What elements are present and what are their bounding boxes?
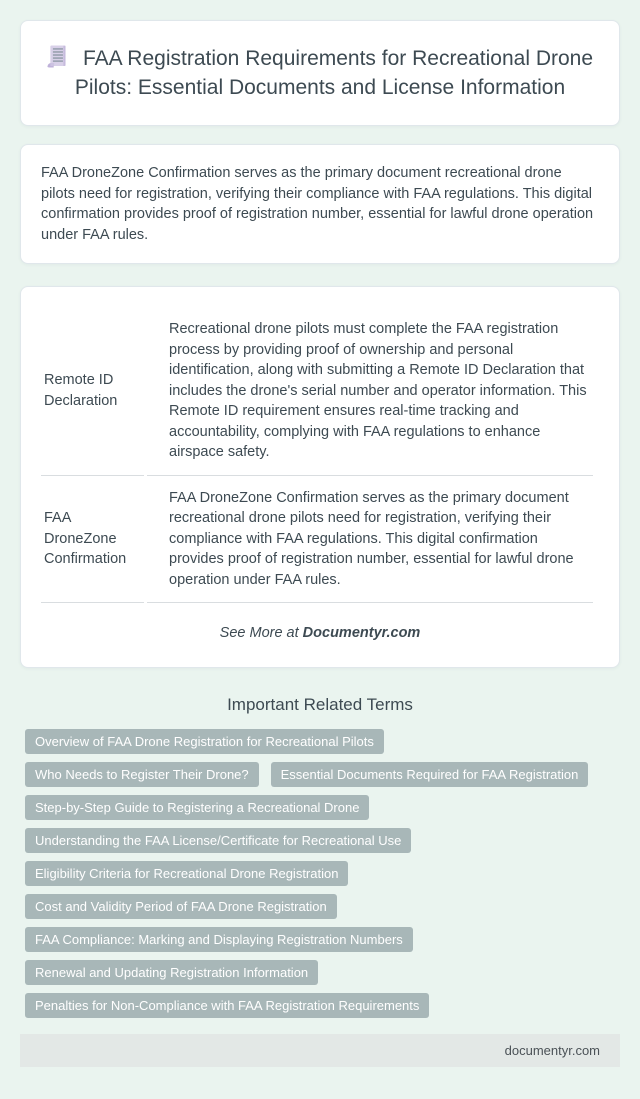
related-term-tag[interactable]: Essential Documents Required for FAA Registration (271, 762, 589, 787)
receipt-icon (47, 45, 68, 68)
related-terms-list (0, 729, 640, 1018)
see-more-prefix: See More at (219, 625, 303, 641)
page-title-text: FAA Registration Requirements for Recreational Drone Pilots: Essential Documents and License Information (74, 47, 594, 99)
title-card (20, 20, 620, 126)
table-row (41, 307, 593, 476)
related-term-tag[interactable]: Step-by-Step Guide to Registering a Recreational Drone (25, 795, 369, 820)
summary-text: FAA DroneZone Confirmation serves as the primary document recreational drone pilots need for registration, verifying their compliance with FAA regulations. This digital confirmation provides proof of registration number, essential for lawful drone operation under FAA rules. (41, 165, 594, 243)
related-term-tag[interactable]: Eligibility Criteria for Recreational Drone Registration (25, 861, 348, 886)
related-term-tag[interactable]: Renewal and Updating Registration Information (25, 960, 318, 985)
document-description: Recreational drone pilots must complete the FAA registration process by providing proof of ownership and personal identification, along with submitting a Remote ID Declaration that includes the drone's serial number and operator information. This Remote ID requirement ensures real-time tracking and accountability, complying with FAA regulations to enhance airspace safety. (147, 307, 593, 476)
footer-site-text: documentyr.com (504, 1043, 600, 1058)
see-more-site-link[interactable]: Documentyr.com (302, 625, 421, 641)
documents-table-card (20, 286, 620, 668)
related-term-tag[interactable]: Overview of FAA Drone Registration for Recreational Pilots (25, 729, 384, 754)
related-terms-heading: Important Related Terms (227, 695, 413, 714)
related-term-tag[interactable]: Penalties for Non-Compliance with FAA Registration Requirements (25, 993, 429, 1018)
document-term: Remote ID Declaration (41, 307, 144, 476)
documents-table (38, 307, 596, 603)
table-row (41, 476, 593, 604)
footer (20, 1034, 620, 1067)
summary-card (20, 144, 620, 264)
related-term-tag[interactable]: Cost and Validity Period of FAA Drone Registration (25, 894, 337, 919)
document-description: FAA DroneZone Confirmation serves as the primary document recreational drone pilots need for registration, verifying their compliance with FAA regulations. This digital confirmation provides proof of registration number, essential for lawful drone operation under FAA rules. (147, 476, 593, 604)
see-more-note (41, 625, 599, 641)
related-term-tag[interactable]: Understanding the FAA License/Certificate for Recreational Use (25, 828, 411, 853)
related-term-tag[interactable]: FAA Compliance: Marking and Displaying Registration Numbers (25, 927, 413, 952)
page-title (45, 44, 595, 102)
related-term-tag[interactable]: Who Needs to Register Their Drone? (25, 762, 259, 787)
document-term: FAA DroneZone Confirmation (41, 476, 144, 604)
